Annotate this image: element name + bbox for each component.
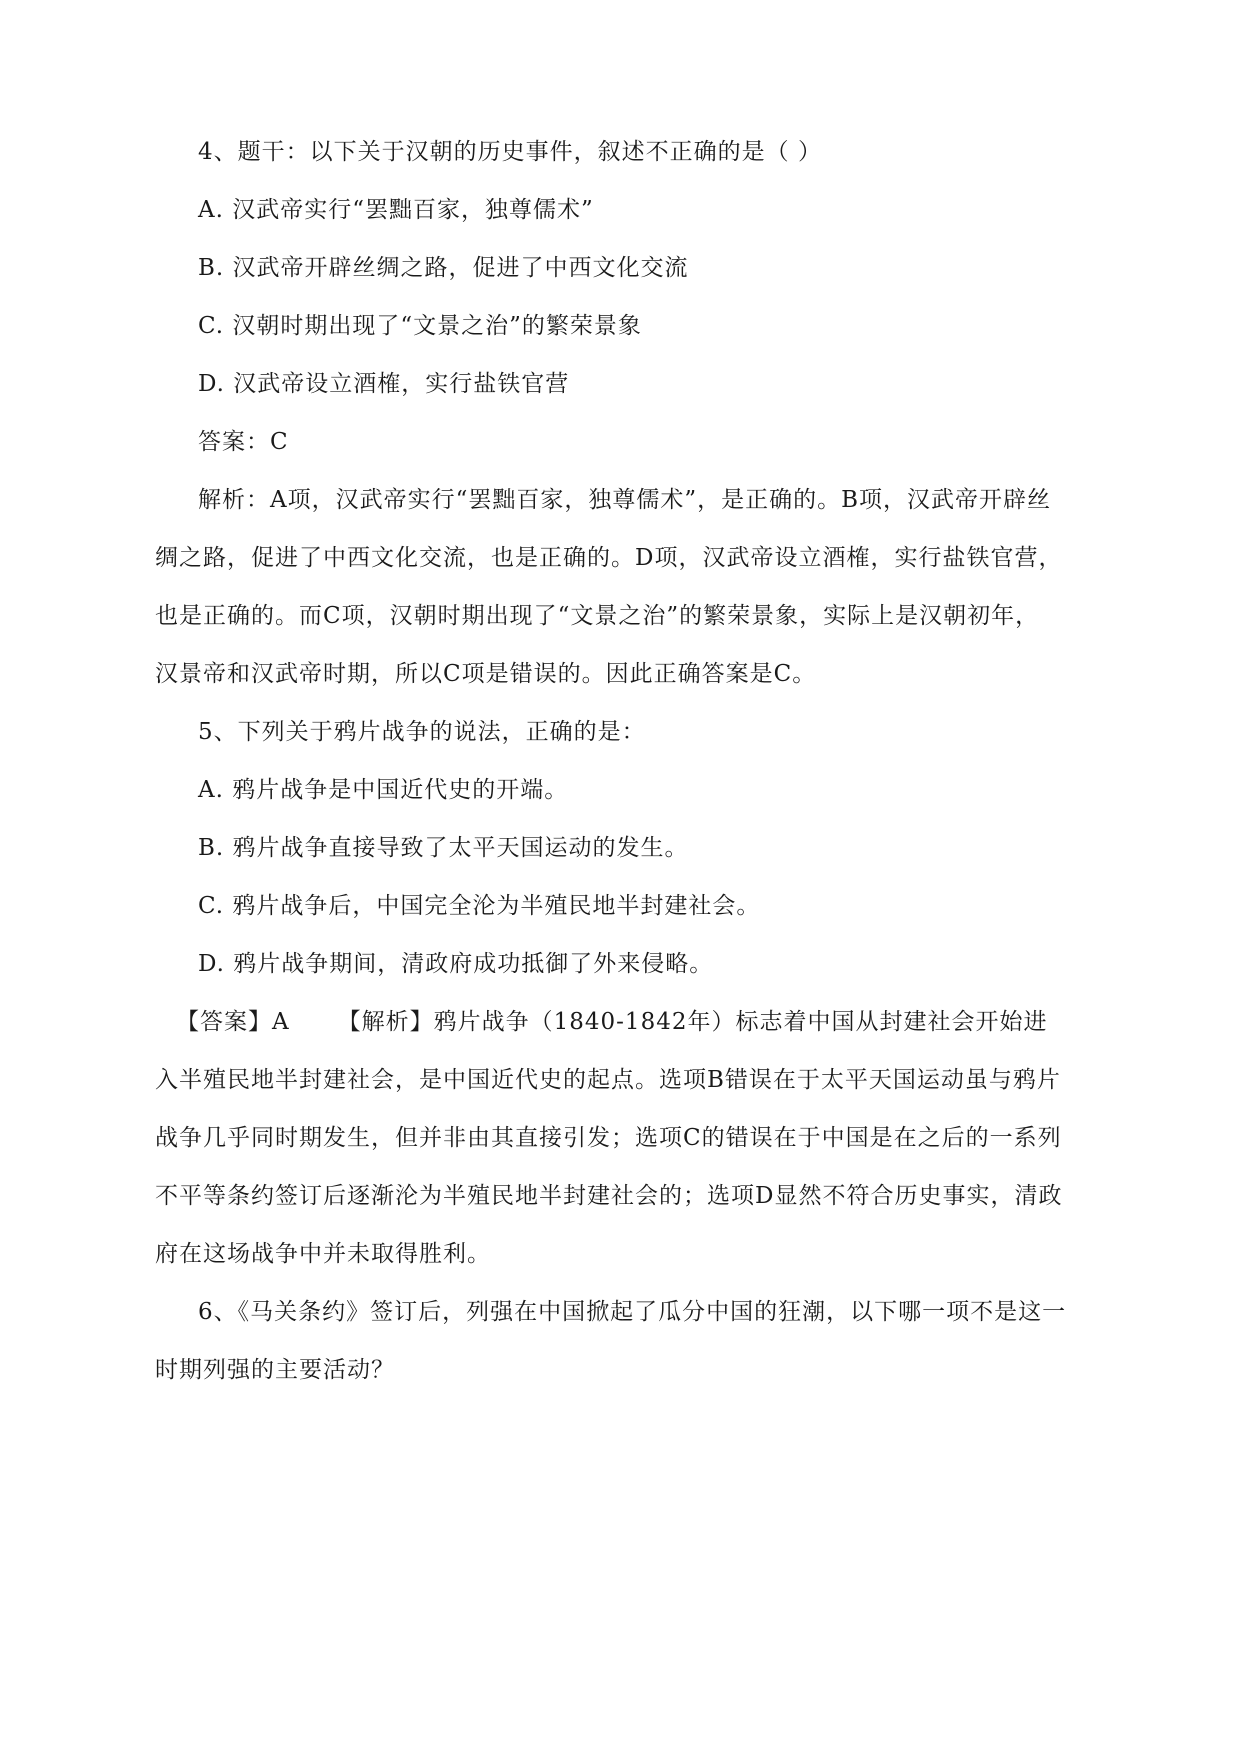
q4-analysis-line-2: 绸之路，促进了中西文化交流，也是正确的。D项，汉武帝设立酒榷，实行盐铁官营， <box>155 545 1063 571</box>
q4-analysis-line-4: 汉景帝和汉武帝时期，所以C项是错误的。因此正确答案是C。 <box>155 661 817 687</box>
q5-analysis-line-5: 府在这场战争中并未取得胜利。 <box>155 1241 491 1267</box>
q6-stem-line-1: 6、《马关条约》签订后，列强在中国掀起了瓜分中国的狂潮，以下哪一项不是这一 <box>198 1299 1067 1325</box>
q4-answer: 答案：C <box>198 429 289 455</box>
q5-analysis-line-1: 【解析】鸦片战争（1840-1842年）标志着中国从封建社会开始进 <box>337 1009 1048 1035</box>
q4-option-b: B. 汉武帝开辟丝绸之路，促进了中西文化交流 <box>198 255 689 281</box>
q4-option-a: A. 汉武帝实行“罢黜百家，独尊儒术” <box>198 197 594 223</box>
q5-answer: 【答案】A <box>176 1009 290 1035</box>
q5-option-d: D. 鸦片战争期间，清政府成功抵御了外来侵略。 <box>198 951 714 977</box>
q5-option-a: A. 鸦片战争是中国近代史的开端。 <box>198 777 569 803</box>
q4-option-c: C. 汉朝时期出现了“文景之治”的繁荣景象 <box>198 313 642 339</box>
q5-analysis-line-2: 入半殖民地半封建社会，是中国近代史的起点。选项B错误在于太平天国运动虽与鸦片 <box>155 1067 1061 1093</box>
q6-stem-line-2: 时期列强的主要活动？ <box>155 1357 395 1383</box>
q5-option-c: C. 鸦片战争后，中国完全沦为半殖民地半封建社会。 <box>198 893 761 919</box>
q5-answer-analysis-line-1 <box>176 1006 1047 1038</box>
q4-analysis-line-3: 也是正确的。而C项，汉朝时期出现了“文景之治”的繁荣景象，实际上是汉朝初年， <box>155 603 1040 629</box>
q5-analysis-line-3: 战争几乎同时期发生，但并非由其直接引发；选项C的错误在于中国是在之后的一系列 <box>155 1125 1062 1151</box>
q4-option-d: D. 汉武帝设立酒榷，实行盐铁官营 <box>198 371 570 397</box>
q5-analysis-line-4: 不平等条约签订后逐渐沦为半殖民地半封建社会的；选项D显然不符合历史事实，清政 <box>155 1183 1063 1209</box>
q4-stem: 4、题干：以下关于汉朝的历史事件，叙述不正确的是（ ） <box>198 139 822 165</box>
q5-stem: 5、下列关于鸦片战争的说法，正确的是： <box>198 719 646 745</box>
q5-option-b: B. 鸦片战争直接导致了太平天国运动的发生。 <box>198 835 689 861</box>
q4-analysis-line-1: 解析：A项，汉武帝实行“罢黜百家，独尊儒术”，是正确的。B项，汉武帝开辟丝 <box>198 487 1052 513</box>
